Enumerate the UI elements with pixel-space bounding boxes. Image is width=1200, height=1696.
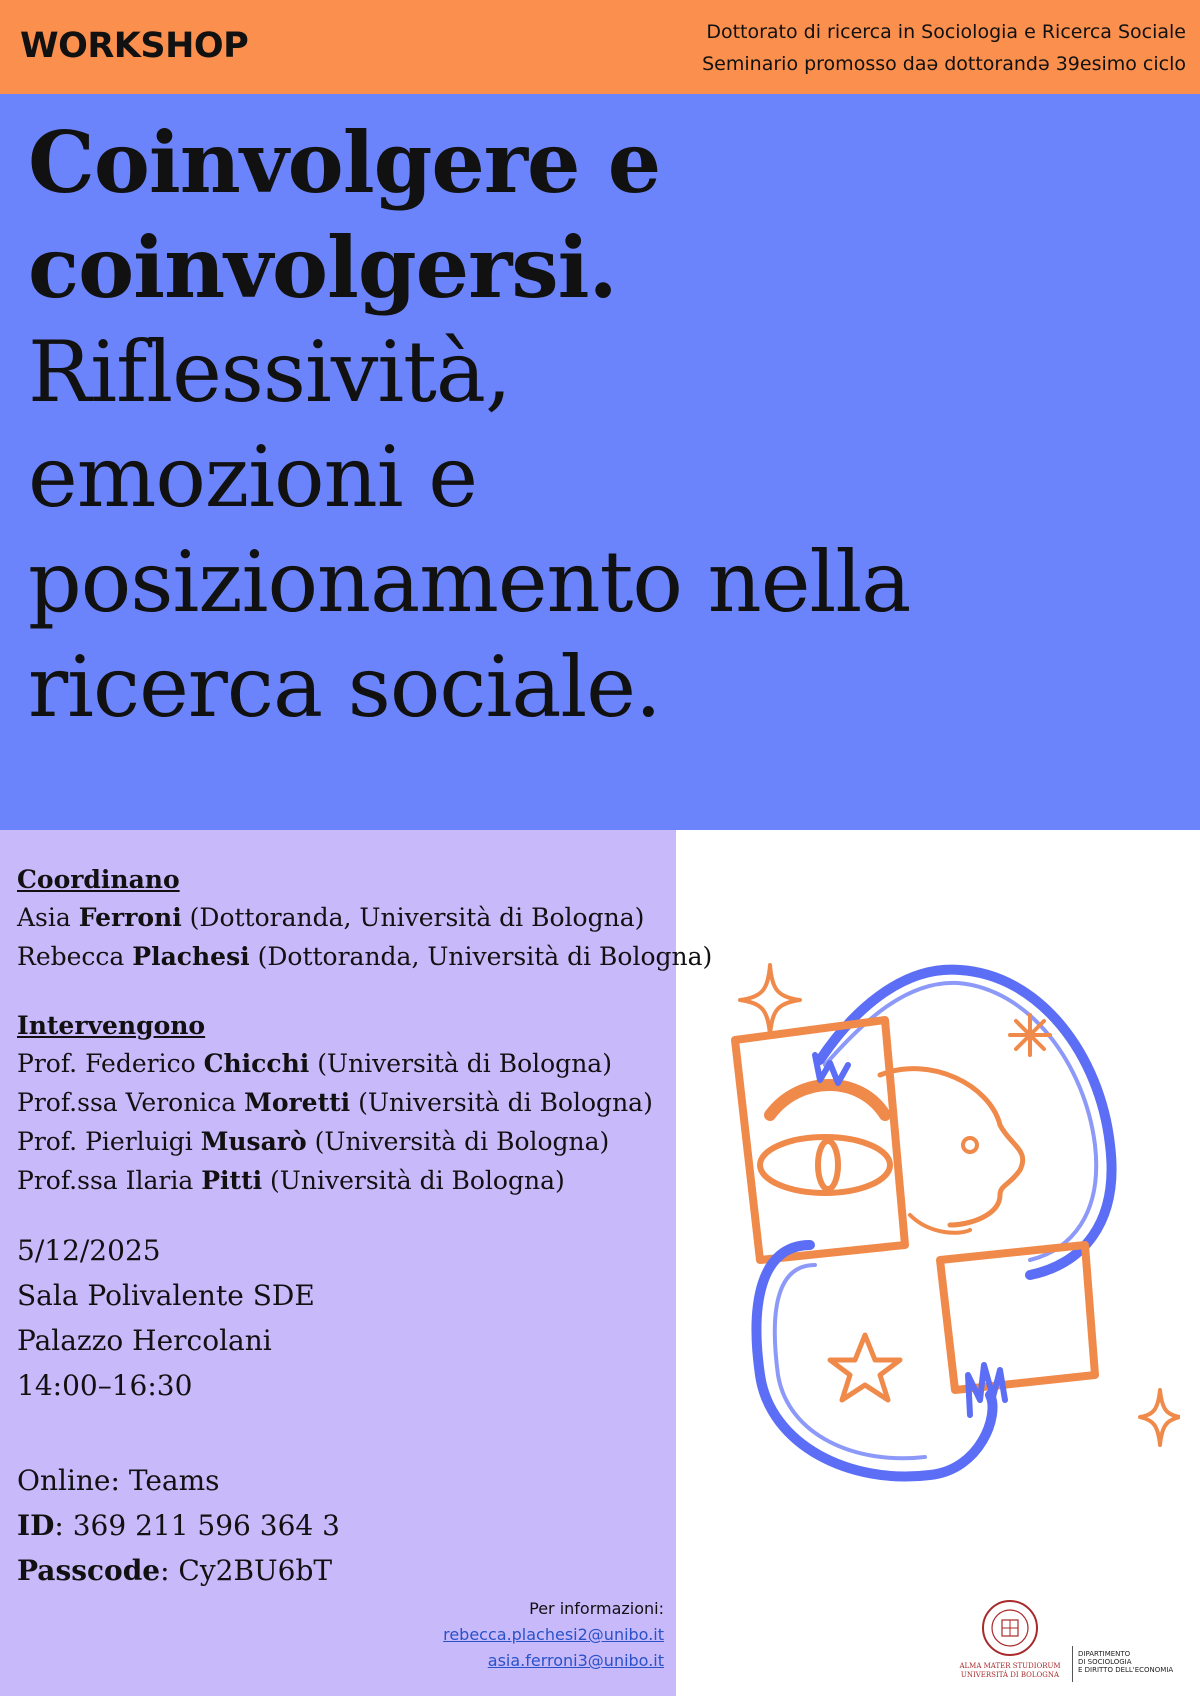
coordinators-heading: Coordinano [17, 865, 180, 894]
coordinator-entry: Asia Ferroni (Dottoranda, Università di Bologna) [17, 903, 645, 932]
orange-frame-right [940, 1245, 1095, 1390]
contact-info [443, 1596, 664, 1674]
contact-label: Per informazioni: [529, 1599, 664, 1618]
eye-pupil [818, 1141, 838, 1189]
event-room: Sala Polivalente SDE [17, 1279, 315, 1312]
speaker-entry: Prof. Federico Chicchi (Università di Bologna) [17, 1049, 612, 1078]
meeting-passcode: Passcode: Cy2BU6bT [17, 1554, 333, 1587]
speaker-entry: Prof.ssa Ilaria Pitti (Università di Bologna) [17, 1166, 565, 1195]
email-link[interactable]: rebecca.plachesi2@unibo.it [443, 1625, 664, 1644]
logo-divider [1072, 1646, 1073, 1682]
department-name: DIPARTIMENTO DI SOCIOLOGIA E DIRITTO DELL'ECONOMIA [1078, 1650, 1174, 1674]
sparkle-bottom-right [1140, 1390, 1180, 1445]
title-line: posizionamento nella [28, 533, 911, 631]
speaker-entry: Prof. Pierluigi Musarò (Università di Bologna) [17, 1127, 610, 1156]
coordinators-section [17, 862, 712, 976]
sparkle-top-left [740, 965, 800, 1035]
program-line-2: Seminario promosso daə dottorandə 39esimo ciclo [702, 53, 1186, 75]
online-platform: Online: Teams [17, 1464, 220, 1497]
speakers-heading: Intervengono [17, 1011, 206, 1040]
event-time: 14:00–16:30 [17, 1369, 193, 1402]
blue-arm-top [820, 970, 1112, 1275]
title-line: coinvolgersi. [28, 218, 617, 317]
university-logo [950, 1598, 1190, 1688]
university-name: ALMA MATER STUDIORUM UNIVERSITÀ DI BOLOGNA [959, 1662, 1061, 1679]
star-outline [830, 1335, 900, 1400]
program-info [702, 16, 1186, 80]
title-line: emozioni e [28, 428, 478, 526]
program-line-1: Dottorato di ricerca in Sociologia e Ricerca Sociale [706, 21, 1186, 43]
online-details [17, 1458, 340, 1593]
illustration-face-frames [700, 945, 1180, 1520]
event-title [28, 110, 910, 740]
university-seal-icon [980, 1598, 1040, 1658]
speaker-entry: Prof.ssa Veronica Moretti (Università di Bologna) [17, 1088, 653, 1117]
title-line: Riflessività, [28, 323, 511, 421]
meeting-id: ID: 369 211 596 364 3 [17, 1509, 340, 1542]
title-line: Coinvolgere e [28, 113, 661, 212]
ear [963, 1138, 977, 1152]
asterisk-star [1010, 1015, 1050, 1055]
eye-brow [770, 1085, 885, 1115]
event-details [17, 1228, 315, 1408]
title-line: ricerca sociale. [28, 638, 661, 736]
email-link[interactable]: asia.ferroni3@unibo.it [487, 1651, 664, 1670]
coordinator-entry: Rebecca Plachesi (Dottoranda, Università di Bologna) [17, 942, 713, 971]
event-date: 5/12/2025 [17, 1234, 161, 1267]
event-building: Palazzo Hercolani [17, 1324, 272, 1357]
workshop-label: WORKSHOP [20, 26, 249, 66]
speakers-section [17, 1008, 653, 1200]
header-bar [0, 0, 1200, 94]
